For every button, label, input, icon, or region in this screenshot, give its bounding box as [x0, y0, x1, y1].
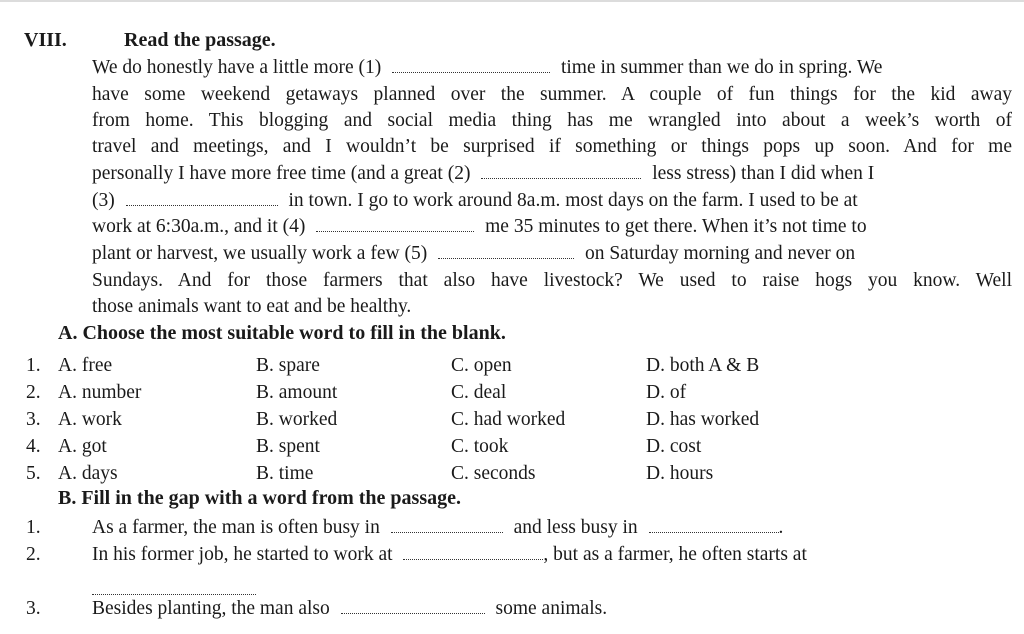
option-c[interactable]: C. had worked: [451, 409, 566, 430]
fill-question-2: In his former job, he started to work at , but as a farmer, he often starts at: [92, 544, 807, 565]
section-number: VIII.: [24, 29, 67, 51]
passage-line: those animals want to eat and be healthy.: [92, 296, 412, 317]
option-b[interactable]: B. amount: [256, 382, 338, 403]
option-a[interactable]: A. free: [58, 355, 113, 376]
option-c[interactable]: C. seconds: [451, 463, 536, 484]
option-c[interactable]: C. took: [451, 436, 509, 457]
question-number: 2.: [26, 544, 41, 565]
question-row: 4. A. got B. spent C. took D. cost: [0, 433, 1024, 460]
passage-line: plant or harvest, we usually work a few (5) on Saturday morning and never on: [92, 243, 856, 264]
question-number: 3.: [26, 598, 41, 619]
option-a[interactable]: A. work: [58, 409, 122, 430]
option-d[interactable]: D. has worked: [646, 409, 760, 430]
answer-blank[interactable]: [391, 518, 503, 533]
fill-question-1: As a farmer, the man is often busy in and less busy in .: [92, 517, 784, 538]
blank-1: [392, 58, 550, 73]
option-b[interactable]: B. spent: [256, 436, 320, 457]
option-d[interactable]: D. of: [646, 382, 687, 403]
option-b[interactable]: B. spare: [256, 355, 320, 376]
passage-line: have some weekend getaways planned over the summer. A couple of fun things for the kid away: [92, 84, 1012, 105]
answer-blank[interactable]: [341, 599, 485, 614]
option-c[interactable]: C. open: [451, 355, 512, 376]
blank-3: [126, 191, 278, 206]
question-row: 2. A. number B. amount C. deal D. of: [0, 379, 1024, 406]
question-number: 1.: [26, 517, 41, 538]
passage-line: Sundays. And for those farmers that also have livestock? We used to raise hogs you know. Well: [92, 270, 1012, 291]
answer-blank[interactable]: [649, 518, 779, 533]
option-c[interactable]: C. deal: [451, 382, 507, 403]
fill-question-3: Besides planting, the man also some animals.: [92, 598, 608, 619]
blank-5: [438, 244, 574, 259]
option-a[interactable]: A. days: [58, 463, 118, 484]
blank-4: [316, 217, 474, 232]
part-b-heading: B. Fill in the gap with a word from the passage.: [58, 487, 461, 509]
answer-blank[interactable]: [92, 580, 256, 595]
passage-line: work at 6:30a.m., and it (4) me 35 minutes to get there. When it’s not time to: [92, 216, 867, 237]
section-title: Read the passage.: [124, 29, 276, 51]
passage-line: We do honestly have a little more (1) time in summer than we do in spring. We: [92, 57, 883, 78]
question-row: 3. A. work B. worked C. had worked D. has worked: [0, 406, 1024, 433]
option-a[interactable]: A. number: [58, 382, 142, 403]
passage-line: from home. This blogging and social media thing has me wrangled into about a week’s worth of: [92, 110, 1012, 131]
passage-line: travel and meetings, and I wouldn’t be surprised if something or things pops up soon. And for me: [92, 136, 1012, 157]
passage-line: personally I have more free time (and a great (2) less stress) than I did when I: [92, 163, 875, 184]
option-b[interactable]: B. worked: [256, 409, 338, 430]
top-divider: [0, 0, 1024, 2]
blank-2: [481, 164, 641, 179]
option-d[interactable]: D. both A & B: [646, 355, 760, 376]
part-a-heading: A. Choose the most suitable word to fill in the blank.: [58, 322, 506, 344]
option-b[interactable]: B. time: [256, 463, 314, 484]
question-row: 5. A. days B. time C. seconds D. hours: [0, 460, 1024, 487]
option-a[interactable]: A. got: [58, 436, 107, 457]
option-d[interactable]: D. cost: [646, 436, 702, 457]
passage-line: (3) in town. I go to work around 8a.m. most days on the farm. I used to be at: [92, 190, 858, 211]
question-row: 1. A. free B. spare C. open D. both A & B: [0, 352, 1024, 379]
answer-blank[interactable]: [403, 545, 543, 560]
option-d[interactable]: D. hours: [646, 463, 714, 484]
